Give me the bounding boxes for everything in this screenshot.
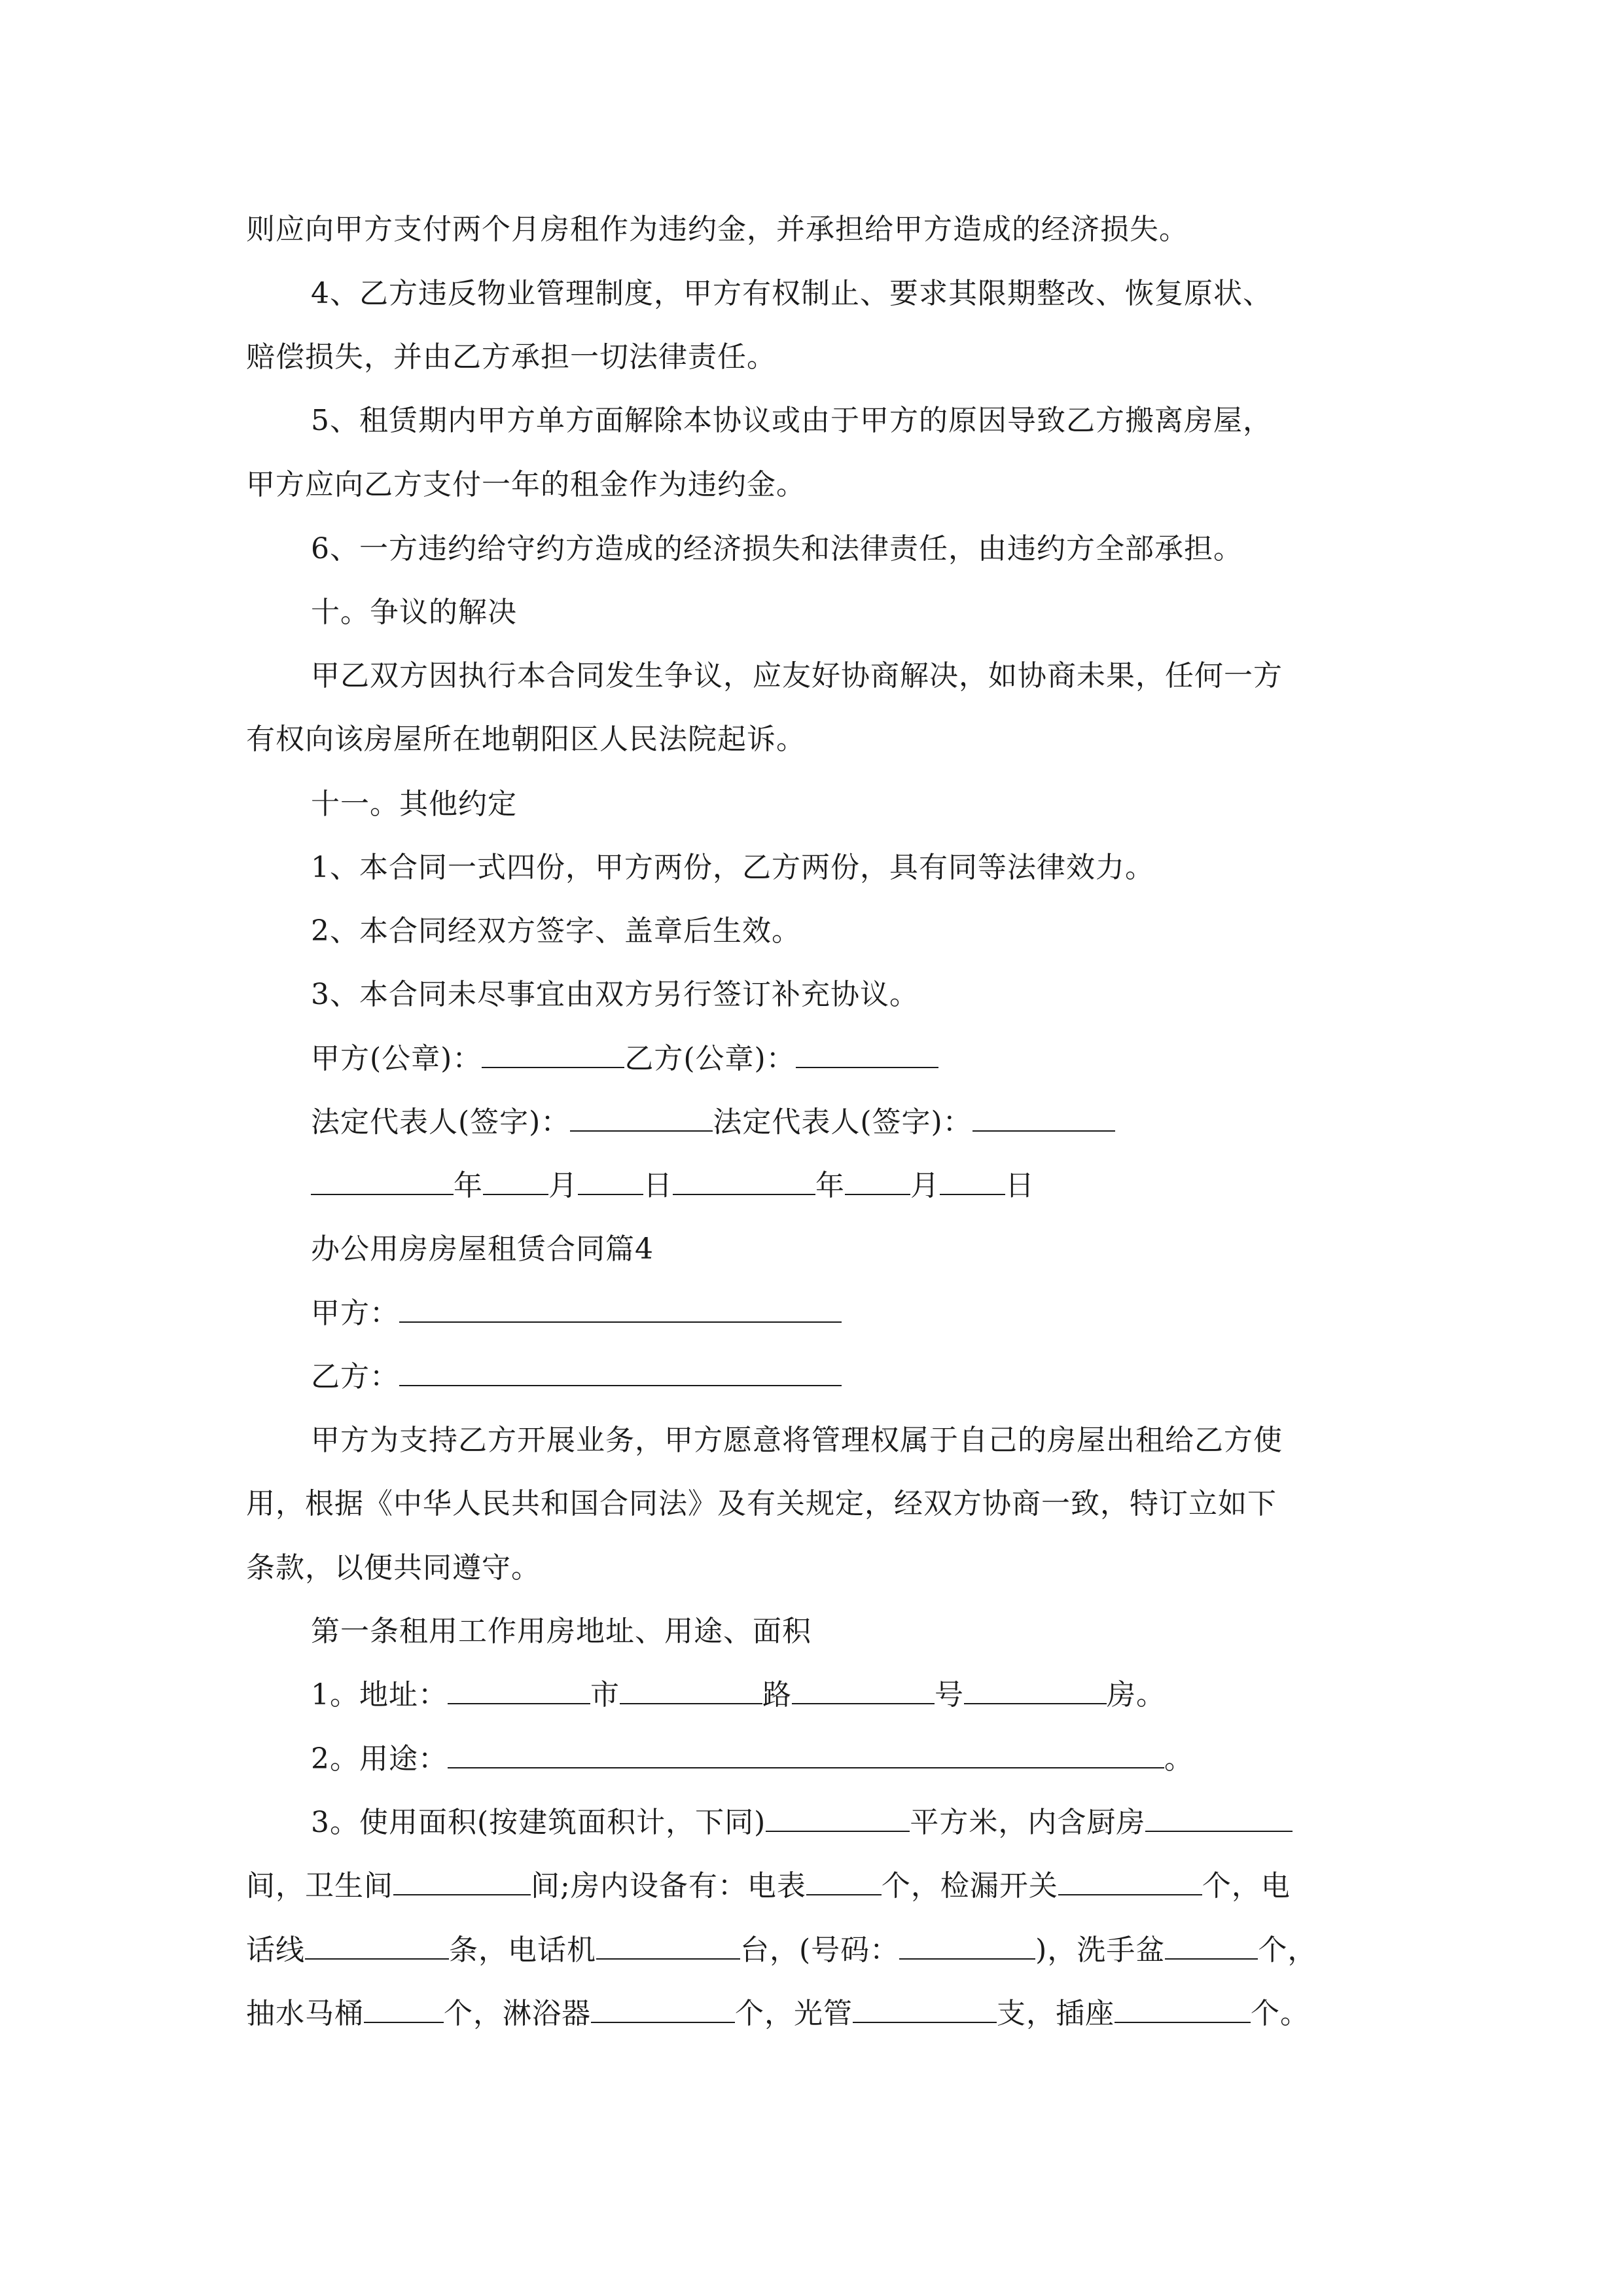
equipment-line — [246, 1854, 1398, 1918]
address-blank-1[interactable] — [448, 1681, 590, 1704]
article-heading: 第一条租用工作用房地址、用途、面积 — [311, 1615, 812, 1648]
number-label: 号 — [935, 1678, 964, 1712]
use-line — [311, 1727, 1463, 1791]
section-heading: 十。争议的解决 — [311, 596, 517, 629]
party-b-seal-blank[interactable] — [796, 1045, 938, 1068]
day-label: 日 — [643, 1169, 673, 1202]
month-a-blank[interactable] — [483, 1172, 548, 1195]
fixture-text-1: 抽水马桶 — [246, 1997, 364, 2030]
party-a-line — [311, 1282, 1463, 1346]
equipment-text-3: 个，检漏开关 — [881, 1869, 1058, 1903]
year-a-blank[interactable] — [311, 1172, 454, 1195]
light-tube-blank[interactable] — [853, 2000, 997, 2023]
party-a-seal-blank[interactable] — [482, 1045, 624, 1068]
clause-3-line: 3、本合同未尽事宜由双方另行签订补充协议。 — [311, 978, 919, 1011]
address-label: 1。地址： — [311, 1678, 448, 1712]
day-b-blank[interactable] — [940, 1172, 1005, 1195]
party-a-seal-label: 甲方(公章)： — [311, 1042, 482, 1075]
party-b-seal-label: 乙方(公章)： — [624, 1042, 796, 1075]
seal-line — [311, 1027, 1463, 1091]
equipment-text-4: 个，电 — [1202, 1869, 1291, 1903]
phone-wire-blank[interactable] — [305, 1936, 449, 1960]
basin-blank[interactable] — [1165, 1936, 1258, 1960]
meter-blank[interactable] — [806, 1872, 882, 1895]
party-b-blank[interactable] — [399, 1363, 842, 1386]
rep-a-label: 法定代表人(签字)： — [311, 1105, 571, 1139]
party-a-blank[interactable] — [399, 1299, 842, 1323]
party-b-label: 乙方： — [311, 1360, 399, 1393]
use-blank[interactable] — [448, 1745, 1164, 1768]
address-blank-3[interactable] — [792, 1681, 935, 1704]
area-text: 平方米，内含厨房 — [910, 1806, 1146, 1839]
fixture-text-4: 支，插座 — [997, 1997, 1115, 2030]
city-label: 市 — [590, 1678, 620, 1712]
phone-text-4: )，洗手盆 — [1035, 1933, 1166, 1967]
use-end: 。 — [1164, 1742, 1194, 1776]
year-label: 年 — [815, 1169, 845, 1202]
month-b-blank[interactable] — [845, 1172, 910, 1195]
paragraph-line: 甲方应向乙方支付一年的租金作为违约金。 — [246, 468, 806, 501]
shower-blank[interactable] — [591, 2000, 735, 2023]
clause-6-line: 6、一方违约给守约方造成的经济损失和法律责任，由违约方全部承担。 — [311, 532, 1243, 565]
paragraph-line: 赔偿损失，并由乙方承担一切法律责任。 — [246, 340, 776, 374]
year-label: 年 — [454, 1169, 483, 1202]
area-label: 3。使用面积(按建筑面积计，下同) — [311, 1806, 766, 1839]
day-a-blank[interactable] — [578, 1172, 643, 1195]
phone-line — [246, 1918, 1398, 1982]
leak-switch-blank[interactable] — [1058, 1872, 1202, 1895]
paragraph-line: 有权向该房屋所在地朝阳区人民法院起诉。 — [246, 723, 806, 756]
clause-5-line: 5、租赁期内甲方单方面解除本协议或由于甲方的原因导致乙方搬离房屋， — [311, 404, 1272, 437]
day-label: 日 — [1005, 1169, 1035, 1202]
room-label: 房。 — [1107, 1678, 1166, 1712]
socket-blank[interactable] — [1115, 2000, 1251, 2023]
paragraph-line: 甲方为支持乙方开展业务，甲方愿意将管理权属于自己的房屋出租给乙方使 — [311, 1424, 1283, 1457]
toilet-blank[interactable] — [364, 2000, 444, 2023]
kitchen-blank[interactable] — [1145, 1808, 1293, 1832]
clause-4-line: 4、乙方违反物业管理制度，甲方有权制止、要求其限期整改、恢复原状、 — [311, 277, 1272, 310]
year-b-blank[interactable] — [673, 1172, 815, 1195]
section-heading: 十一。其他约定 — [311, 787, 517, 821]
fixture-text-5: 个。 — [1251, 1997, 1310, 2030]
month-label: 月 — [910, 1169, 940, 1202]
representative-line — [311, 1090, 1463, 1155]
road-label: 路 — [762, 1678, 792, 1712]
paragraph-line: 用，根据《中华人民共和国合同法》及有关规定，经双方协商一致，特订立如下 — [246, 1487, 1277, 1520]
equipment-text-1: 间，卫生间 — [246, 1869, 393, 1903]
phone-text-1: 话线 — [246, 1933, 305, 1967]
rep-a-blank[interactable] — [570, 1108, 713, 1132]
phone-text-5: 个， — [1258, 1933, 1317, 1967]
fixture-text-3: 个，光管 — [735, 1997, 853, 2030]
phone-text-2: 条，电话机 — [449, 1933, 596, 1967]
rep-b-label: 法定代表人(签字)： — [713, 1105, 972, 1139]
paragraph-line: 甲乙双方因执行本合同发生争议，应友好协商解决，如协商未果，任何一方 — [311, 659, 1283, 692]
month-label: 月 — [548, 1169, 578, 1202]
date-line — [311, 1154, 1463, 1218]
fixture-line — [246, 1982, 1398, 2046]
fixture-text-2: 个，淋浴器 — [444, 1997, 591, 2030]
address-blank-4[interactable] — [964, 1681, 1107, 1704]
contract-title: 办公用房房屋租赁合同篇4 — [311, 1232, 654, 1266]
equipment-text-2: 间;房内设备有：电表 — [531, 1869, 806, 1903]
clause-1-line: 1、本合同一式四份，甲方两份，乙方两份，具有同等法律效力。 — [311, 851, 1154, 884]
area-line — [311, 1791, 1463, 1855]
phone-blank[interactable] — [596, 1936, 740, 1960]
bathroom-blank[interactable] — [393, 1872, 531, 1895]
party-a-label: 甲方： — [311, 1297, 399, 1330]
address-line — [311, 1663, 1463, 1727]
paragraph-line: 则应向甲方支付两个月房租作为违约金，并承担给甲方造成的经济损失。 — [246, 213, 1188, 246]
rep-b-blank[interactable] — [972, 1108, 1115, 1132]
phone-text-3: 台，(号码： — [740, 1933, 900, 1967]
use-label: 2。用途： — [311, 1742, 448, 1776]
address-blank-2[interactable] — [620, 1681, 762, 1704]
paragraph-line: 条款，以便共同遵守。 — [246, 1551, 541, 1585]
phone-number-blank[interactable] — [899, 1936, 1035, 1960]
area-blank[interactable] — [766, 1808, 910, 1832]
clause-2-line: 2、本合同经双方签字、盖章后生效。 — [311, 914, 801, 948]
party-b-line — [311, 1345, 1463, 1409]
